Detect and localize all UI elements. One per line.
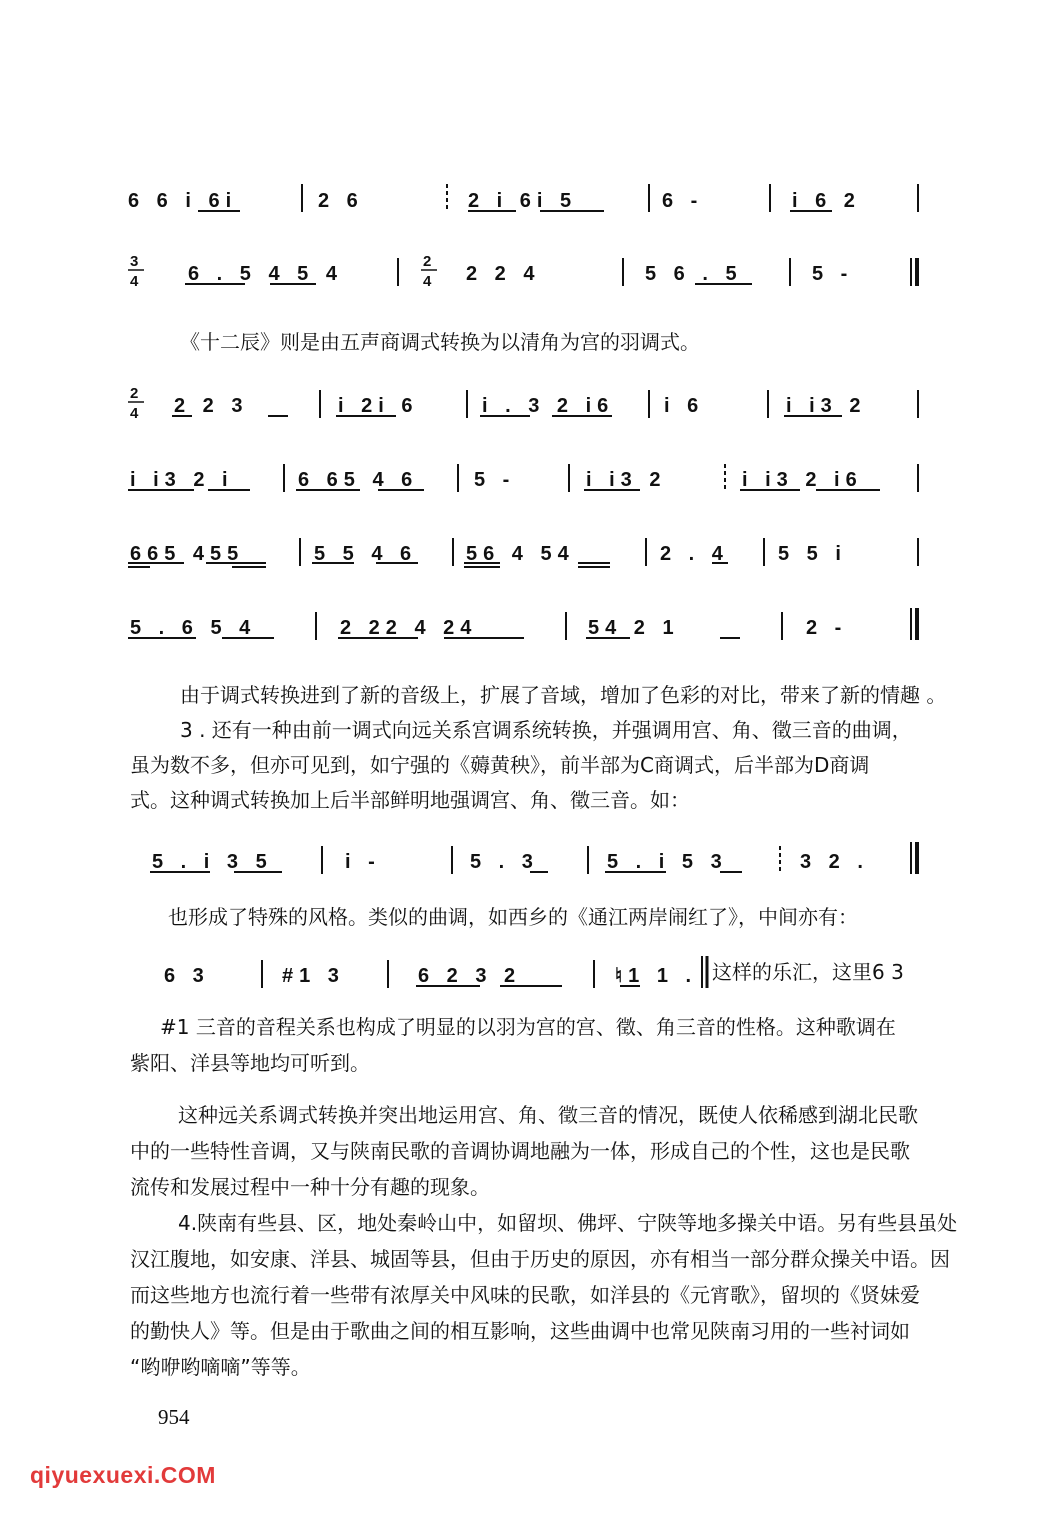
time-signature: 4 [130,273,139,290]
notes: 5 6 . 5 [645,263,743,285]
paragraph-3-line2: 虽为数不多，但亦可见到，如宁强的《薅黄秧》，前半部为C商调式，后半部为D商调 [130,753,870,777]
notes: 5 . 6 5 4 [130,617,257,639]
notes: i 2i 6 [338,395,419,417]
paragraph-shi-er-chen: 《十二辰》则是由五声商调式转换为以清角为宫的羽调式。 [180,330,700,354]
paragraph-modulation: 由于调式转换进到了新的音级上，扩展了音域，增加了色彩的对比，带来了新的情趣 。 [180,683,947,707]
score-line-7 [150,842,917,874]
paragraph-interval-line2: 紫阳、洋县等地均可听到。 [130,1051,370,1075]
notes: 2 22 4 24 [340,617,478,639]
score-line-5 [128,538,918,567]
notes: 5 5 4 6 [314,543,418,565]
paragraph-style: 也形成了特殊的风格。类似的曲调，如西乡的《通江两岸闹红了》，中间亦有： [168,905,858,929]
notes: 3 2 . [800,851,869,873]
paragraph-3-line1: 3 . 还有一种由前一调式向远关系宫调系统转换，并强调用宫、角、徵三音的曲调， [180,718,912,742]
watermark: qiyuexuexi.COM [30,1462,216,1488]
notes: ♮1 1 . [615,965,698,987]
paragraph-3-line3: 式。这种调式转换加上后半部鲜明地强调宫、角、徵三音。如： [130,788,690,812]
time-signature: 3 [130,253,139,270]
notes: i i3 2 i6 [742,469,863,491]
paragraph-4-line5: “哟咿哟嘀嘀”等等。 [130,1355,311,1379]
notes: i 6 [664,395,705,417]
notes: 5 5 i [778,543,847,565]
notes: 2 2 4 [466,263,541,285]
notes: i . 3 2 i6 [482,395,615,417]
paragraph-remote-line3: 流传和发展过程中一种十分有趣的现象。 [130,1175,490,1199]
notes: 5 . i 3 5 [152,851,273,873]
notes: i i3 2 [586,469,667,491]
notes: i - [345,851,381,873]
notes: 56 4 54 [466,543,575,565]
notes: 6 - [662,190,704,212]
paragraph-4-line3: 而这些地方也流行着一些带有浓厚关中风味的民歌，如洋县的《元宵歌》，留坝的《贤妹爱 [130,1283,920,1307]
notes: 2 6 [318,190,364,212]
notes: 2 - [806,617,848,639]
paragraph-4-line2: 汉江腹地，如安康、洋县、城固等县，但由于历史的原因，亦有相当一部分群众操关中语。因 [130,1247,950,1271]
score-line-6 [128,608,917,640]
notes: #1 3 [282,965,345,987]
notes: i i3 2 i [130,469,234,491]
score-line-1 [128,184,918,212]
paragraph-4-line4: 的勤快人》等。但是由于歌曲之间的相互影响，这些曲调中也常见陕南习用的一些衬词如 [130,1319,910,1343]
notes: 5 - [474,469,516,491]
notes: 2 . 4 [660,543,729,565]
notes: 6 2 3 2 [418,965,522,987]
notes: 6 3 [164,965,210,987]
notes: 5 . i 5 3 [607,851,728,873]
notes: 6 65 4 6 [298,469,419,491]
notes: 665 455 [130,543,245,565]
inline-text-after-score: 这样的乐汇，这里6 3 [712,960,904,984]
notes: 5 . 3 [470,851,539,873]
notes: 2 2 3 [174,395,249,417]
time-signature: 4 [423,273,432,290]
score-line-4 [128,464,918,492]
time-signature: 2 [423,253,432,270]
paragraph-remote-line1: 这种远关系调式转换并突出地运用宫、角、徵三音的情况，既使人依稀感到湖北民歌 [178,1103,918,1127]
paragraph-interval-line1: #1 三音的音程关系也构成了明显的以羽为宫的宫、徵、角三音的性格。这种歌调在 [160,1015,896,1039]
notes: i i3 2 [786,395,867,417]
score-line-8 [164,956,707,988]
paragraph-remote-line2: 中的一些特性音调，又与陕南民歌的音调协调地融为一体，形成自己的个性，这也是民歌 [130,1139,910,1163]
notes: i 6 2 [792,190,861,212]
paragraph-4-line1: 4.陕南有些县、区，地处秦岭山中，如留坝、佛坪、宁陕等地多操关中语。另有些县虽处 [178,1211,958,1235]
page-number: 954 [158,1405,190,1429]
notes: 2 i 6i 5 [468,190,578,212]
notes: 6 6 i 6i [128,190,238,212]
notes: 6 . 5 4 5 4 [188,263,343,285]
score-line-3 [128,385,918,422]
time-signature: 4 [130,405,139,422]
score-line-2 [128,253,917,290]
notes: 54 2 1 [588,617,680,639]
notes: 5 - [812,263,854,285]
time-signature: 2 [130,385,139,402]
